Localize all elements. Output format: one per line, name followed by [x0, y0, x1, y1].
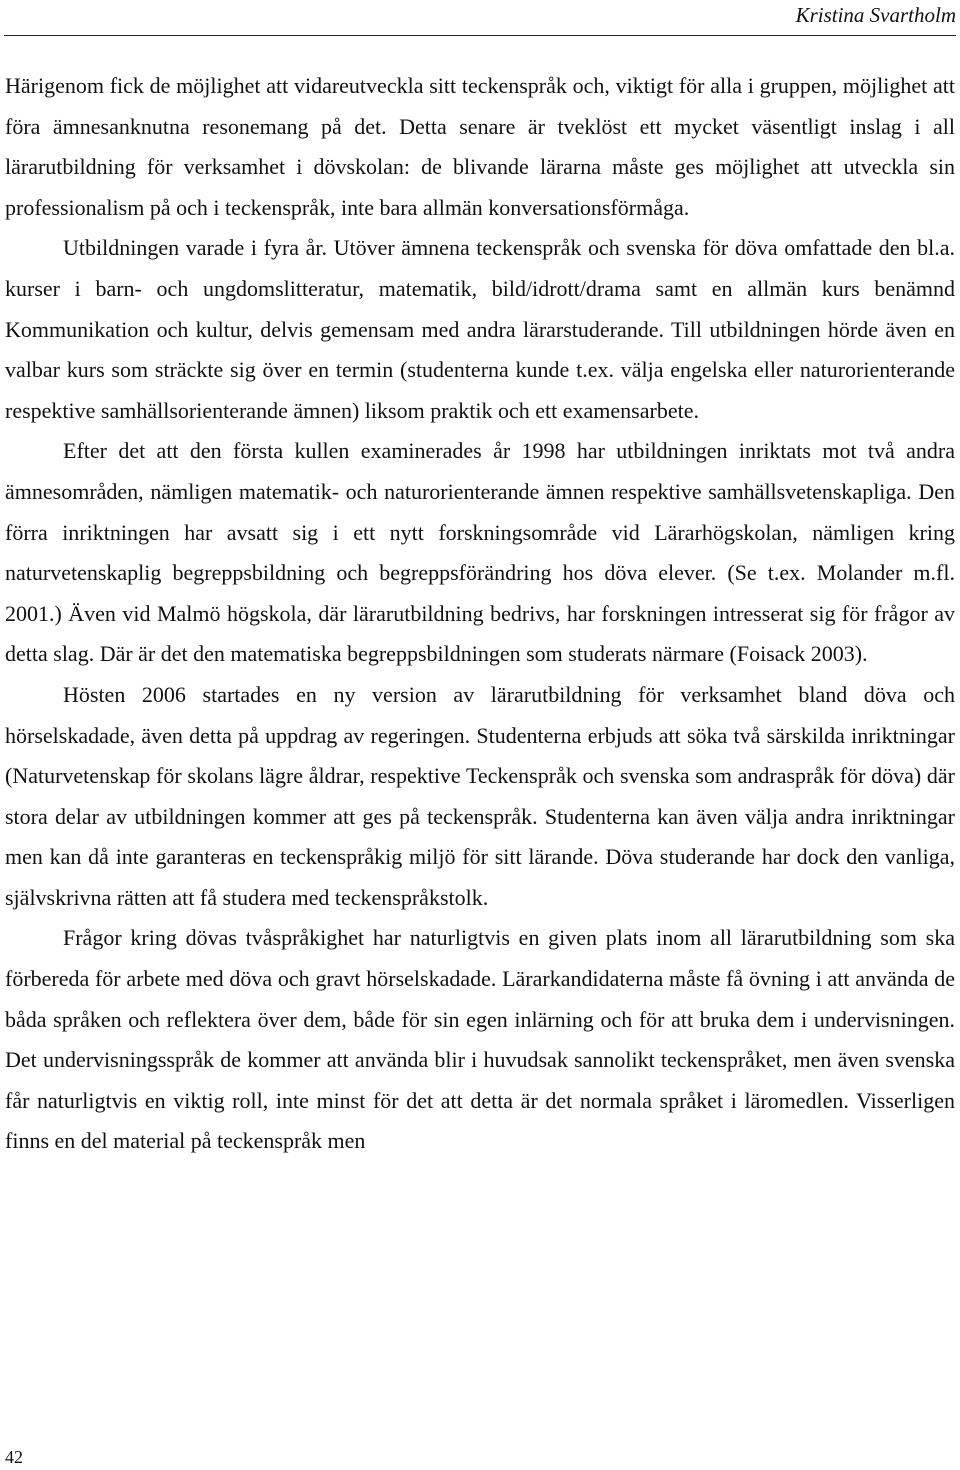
running-header-author: Kristina Svartholm [795, 3, 956, 27]
paragraph-3: Efter det att den första kullen examinerades år 1998 har utbildningen inriktats mot två andra ämnesområden, nämligen matematik- och naturorienterande ämnen respektive samhällsvetenskapliga. Den förra inriktningen har avsatt sig i ett nytt forskningsområde vid Lärarhögskolan, nämligen kring naturvetenskaplig begreppsbildning och begreppsförändring hos döva elever. (Se t.ex. Molander m.fl. 2001.) Även vid Malmö högskola, där lärarutbildning bedrivs, har forskningen intresserat sig för frågor av detta slag. Där är det den matematiska begreppsbildningen som studerats närmare (Foisack 2003). [5, 438, 955, 667]
page-number: 42 [5, 1447, 23, 1467]
paragraph-5: Frågor kring dövas tvåspråkighet har naturligtvis en given plats inom all lärarutbildning som ska förbereda för arbete med döva och gravt hörselskadade. Lärarkandidaterna måste få övning i att använda de båda språken och reflektera över dem, både för sin egen inlärning och för att bruka dem i undervisningen. Det undervisningsspråk de kommer att använda blir i huvudsak sannolikt teckenspråket, men även svenska får naturligtvis en viktig roll, inte minst för det att detta är det normala språket i läromedlen. Visserligen finns en del material på teckenspråk men [5, 925, 955, 1154]
paragraph-4: Hösten 2006 startades en ny version av lärarutbildning för verksamhet bland döva och hörselskadade, även detta på uppdrag av regeringen. Studenterna erbjuds att söka två särskilda inriktningar (Naturvetenskap för skolans lägre åldrar, respektive Teckenspråk och svenska som andraspråk för döva) där stora delar av utbildningen kommer att ges på teckenspråk. Studenterna kan även välja andra inriktningar men kan då inte garanteras en teckenspråkig miljö för sitt lärande. Döva studerande har dock den vanliga, självskrivna rätten att få studera med teckenspråkstolk. [5, 681, 955, 910]
body-text [5, 66, 955, 1162]
header-divider [4, 35, 956, 36]
paragraph-2: Utbildningen varade i fyra år. Utöver ämnena teckenspråk och svenska för döva omfattade den bl.a. kurser i barn- och ungdomslitteratur, matematik, bild/idrott/drama samt en allmän kurs benämnd Kommunikation och kultur, delvis gemensam med andra lärarstuderande. Till utbildningen hörde även en valbar kurs som sträckte sig över en termin (studenterna kunde t.ex. välja engelska eller naturorienterande respektive samhällsorienterande ämnen) liksom praktik och ett examensarbete. [5, 235, 955, 423]
paragraph-1: Härigenom fick de möjlighet att vidareutveckla sitt teckenspråk och, viktigt för alla i gruppen, möjlighet att föra ämnesanknutna resonemang på det. Detta senare är tveklöst ett mycket väsentligt inslag i all lärarutbildning för verksamhet i dövskolan: de blivande lärarna måste ges möjlighet att utveckla sin professionalism på och i teckenspråk, inte bara allmän konversationsförmåga. [5, 73, 955, 220]
